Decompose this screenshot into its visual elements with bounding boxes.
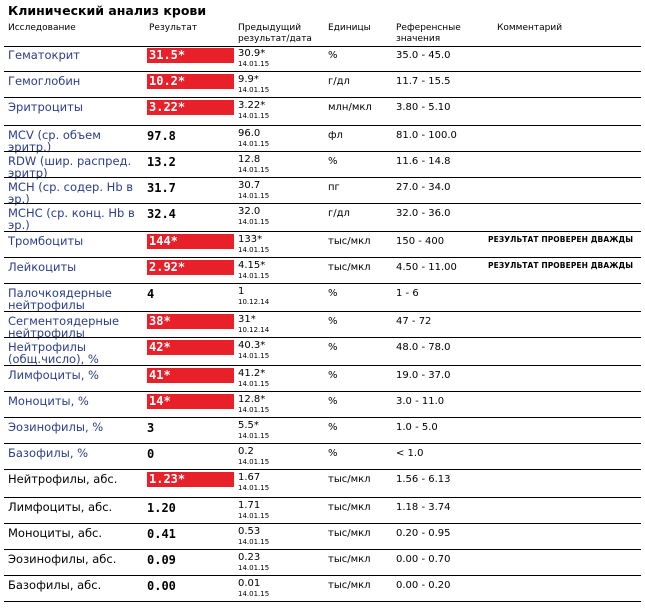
previous-value: 0.23 [238, 552, 261, 563]
previous-result [238, 579, 269, 598]
result-value: 4 [147, 287, 155, 301]
previous-value: 1 [238, 286, 245, 297]
previous-value: 41.2* [238, 368, 266, 379]
reference-range: 3.80 - 5.10 [396, 102, 451, 113]
result-value: 0.41 [147, 527, 176, 541]
previous-result [238, 315, 269, 334]
reference-range: 47 - 72 [396, 316, 432, 327]
table-row [0, 444, 645, 470]
unit: тыс/мкл [328, 580, 371, 591]
previous-result [238, 421, 269, 440]
reference-range: 3.0 - 11.0 [396, 396, 445, 407]
result-value: 31.5* [147, 48, 234, 63]
result-value: 41* [147, 368, 234, 383]
previous-value: 12.8* [238, 394, 266, 405]
previous-value: 0.01 [238, 578, 261, 589]
previous-date: 14.01.15 [238, 458, 270, 466]
result-value: 38* [147, 314, 234, 329]
reference-range: 1.18 - 3.74 [396, 502, 451, 513]
result-value: 13.2 [147, 155, 176, 169]
unit: г/дл [328, 208, 350, 219]
reference-range: 32.0 - 36.0 [396, 208, 451, 219]
table-row [0, 550, 645, 576]
test-name: MCH (ср. содер. Hb в эр.) [8, 180, 134, 206]
header-comment: Комментарий [497, 23, 563, 33]
reference-range: 48.0 - 78.0 [396, 342, 451, 353]
result-value: 32.4 [147, 207, 176, 221]
previous-result [238, 447, 269, 466]
table-row [0, 258, 645, 284]
previous-result [238, 527, 269, 546]
previous-date: 14.01.15 [238, 406, 270, 414]
unit: тыс/мкл [328, 554, 371, 565]
table-row [0, 178, 645, 204]
previous-value: 31* [238, 314, 256, 325]
test-name: Эозинофилы, % [8, 420, 104, 434]
test-name: Базофилы, абс. [8, 578, 102, 592]
table-row [0, 152, 645, 178]
previous-date: 10.12.14 [238, 326, 270, 334]
table-row [0, 418, 645, 444]
result-value: 0.09 [147, 553, 176, 567]
table-row [0, 46, 645, 72]
report-title: Клинический анализ крови [8, 3, 207, 18]
table-row [0, 204, 645, 232]
unit: % [328, 342, 338, 353]
previous-result [238, 369, 269, 388]
result-value: 3.22* [147, 100, 234, 115]
previous-result [238, 341, 269, 360]
reference-range: 0.20 - 0.95 [396, 528, 451, 539]
previous-result [238, 553, 269, 572]
previous-result [238, 101, 269, 120]
result-value: 2.92* [147, 260, 234, 275]
previous-date: 10.12.14 [238, 298, 270, 306]
reference-range: 11.6 - 14.8 [396, 156, 451, 167]
reference-range: 35.0 - 45.0 [396, 50, 451, 61]
reference-range: 19.0 - 37.0 [396, 370, 451, 381]
previous-value: 30.9* [238, 48, 266, 59]
previous-value: 40.3* [238, 340, 266, 351]
unit: г/дл [328, 76, 350, 87]
header-units: Единицы [328, 23, 371, 33]
reference-range: 1 - 6 [396, 288, 419, 299]
previous-date: 14.01.15 [238, 218, 270, 226]
comment: РЕЗУЛЬТАТ ПРОВЕРЕН ДВАЖДЫ [488, 235, 634, 244]
test-name: Лейкоциты [8, 260, 77, 274]
previous-value: 12.8 [238, 154, 261, 165]
reference-range: 1.0 - 5.0 [396, 422, 438, 433]
unit: % [328, 422, 338, 433]
previous-date: 14.01.15 [238, 512, 270, 520]
header-reference-line2: значения [396, 34, 441, 44]
previous-value: 9.9* [238, 74, 259, 85]
header-previous-line2: результат/дата [238, 34, 312, 44]
previous-result [238, 129, 269, 148]
table-row [0, 126, 645, 152]
result-value: 3 [147, 421, 155, 435]
unit: млн/мкл [328, 102, 372, 113]
previous-value: 3.22* [238, 100, 266, 111]
previous-date: 14.01.15 [238, 192, 270, 200]
previous-date: 14.01.15 [238, 140, 270, 148]
unit: тыс/мкл [328, 474, 371, 485]
previous-date: 14.01.15 [238, 246, 270, 254]
unit: % [328, 370, 338, 381]
previous-result [238, 75, 269, 94]
previous-result [238, 49, 269, 68]
reference-range: 4.50 - 11.00 [396, 262, 457, 273]
previous-result [238, 287, 269, 306]
table-row [0, 498, 645, 524]
test-name: Гематокрит [8, 48, 80, 62]
previous-value: 1.71 [238, 500, 261, 511]
previous-result [238, 207, 269, 226]
header-previous-line1: Предыдущий [238, 23, 302, 33]
previous-result [238, 235, 269, 254]
table-row [0, 470, 645, 498]
previous-date: 14.01.15 [238, 112, 270, 120]
table-row [0, 524, 645, 550]
unit: тыс/мкл [328, 528, 371, 539]
test-name: Лимфоциты, % [8, 368, 99, 382]
previous-value: 96.0 [238, 128, 261, 139]
reference-range: < 1.0 [396, 448, 424, 459]
reference-range: 11.7 - 15.5 [396, 76, 451, 87]
row-divider [4, 601, 641, 602]
previous-date: 14.01.15 [238, 432, 270, 440]
test-name: Лимфоциты, абс. [8, 500, 113, 514]
previous-date: 14.01.15 [238, 166, 270, 174]
previous-date: 14.01.15 [238, 352, 270, 360]
header-previous [238, 23, 312, 45]
table-row [0, 98, 645, 126]
result-value: 0 [147, 447, 155, 461]
previous-date: 14.01.15 [238, 484, 270, 492]
previous-result [238, 395, 269, 414]
result-value: 42* [147, 340, 234, 355]
table-row [0, 232, 645, 258]
previous-result [238, 155, 269, 174]
test-name: MCHC (ср. конц. Hb в эр.) [8, 206, 135, 232]
result-value: 97.8 [147, 129, 176, 143]
reference-range: 0.00 - 0.70 [396, 554, 451, 565]
previous-result [238, 181, 269, 200]
unit: тыс/мкл [328, 262, 371, 273]
previous-date: 14.01.15 [238, 60, 270, 68]
header-test: Исследование [8, 23, 76, 33]
test-name: Моноциты, абс. [8, 526, 103, 540]
previous-result [238, 261, 269, 280]
previous-result [238, 501, 269, 520]
unit: % [328, 156, 338, 167]
unit: тыс/мкл [328, 236, 371, 247]
table-row [0, 338, 645, 366]
test-name: Палочкоядерные нейтрофилы [8, 286, 112, 312]
previous-value: 0.53 [238, 526, 261, 537]
header-reference [396, 23, 461, 45]
test-name: Нейтрофилы, абс. [8, 472, 118, 486]
test-name: Нейтрофилы (общ.число), % [8, 340, 99, 366]
test-name: MCV (ср. объем эритр.) [8, 128, 101, 154]
table-row [0, 72, 645, 98]
test-name: Эозинофилы, абс. [8, 552, 117, 566]
comment: РЕЗУЛЬТАТ ПРОВЕРЕН ДВАЖДЫ [488, 261, 634, 270]
result-value: 144* [147, 234, 234, 249]
reference-range: 0.00 - 0.20 [396, 580, 451, 591]
test-name: Гемоглобин [8, 74, 81, 88]
table-row [0, 312, 645, 338]
result-value: 1.23* [147, 472, 234, 487]
result-value: 31.7 [147, 181, 176, 195]
previous-date: 14.01.15 [238, 538, 270, 546]
previous-value: 1.67 [238, 472, 261, 483]
table-row [0, 284, 645, 312]
previous-value: 5.5* [238, 420, 259, 431]
result-value: 10.2* [147, 74, 234, 89]
table-row [0, 392, 645, 418]
unit: % [328, 288, 338, 299]
test-name: Тромбоциты [8, 234, 84, 248]
previous-value: 133* [238, 234, 263, 245]
previous-date: 14.01.15 [238, 380, 270, 388]
previous-value: 30.7 [238, 180, 261, 191]
previous-date: 14.01.15 [238, 564, 270, 572]
result-value: 0.00 [147, 579, 176, 593]
table-row [0, 576, 645, 602]
previous-value: 4.15* [238, 260, 266, 271]
test-name: Моноциты, % [8, 394, 89, 408]
reference-range: 1.56 - 6.13 [396, 474, 451, 485]
previous-result [238, 473, 269, 492]
test-name: Базофилы, % [8, 446, 89, 460]
header-result: Результат [149, 23, 198, 33]
result-value: 14* [147, 394, 234, 409]
test-name: Эритроциты [8, 100, 83, 114]
unit: тыс/мкл [328, 502, 371, 513]
previous-date: 14.01.15 [238, 86, 270, 94]
reference-range: 150 - 400 [396, 236, 445, 247]
unit: % [328, 316, 338, 327]
unit: % [328, 396, 338, 407]
previous-value: 0.2 [238, 446, 254, 457]
previous-value: 32.0 [238, 206, 261, 217]
previous-date: 14.01.15 [238, 272, 270, 280]
test-name: Сегментоядерные нейтрофилы [8, 314, 120, 340]
reference-range: 81.0 - 100.0 [396, 130, 457, 141]
unit: % [328, 448, 338, 459]
table-row [0, 366, 645, 392]
unit: фл [328, 130, 343, 141]
table-header [0, 23, 645, 47]
header-reference-line1: Референсные [396, 23, 461, 33]
previous-date: 14.01.15 [238, 590, 270, 598]
reference-range: 27.0 - 34.0 [396, 182, 451, 193]
result-value: 1.20 [147, 501, 176, 515]
unit: % [328, 50, 338, 61]
test-name: RDW (шир. распред. эритр) [8, 154, 132, 180]
unit: пг [328, 182, 340, 193]
